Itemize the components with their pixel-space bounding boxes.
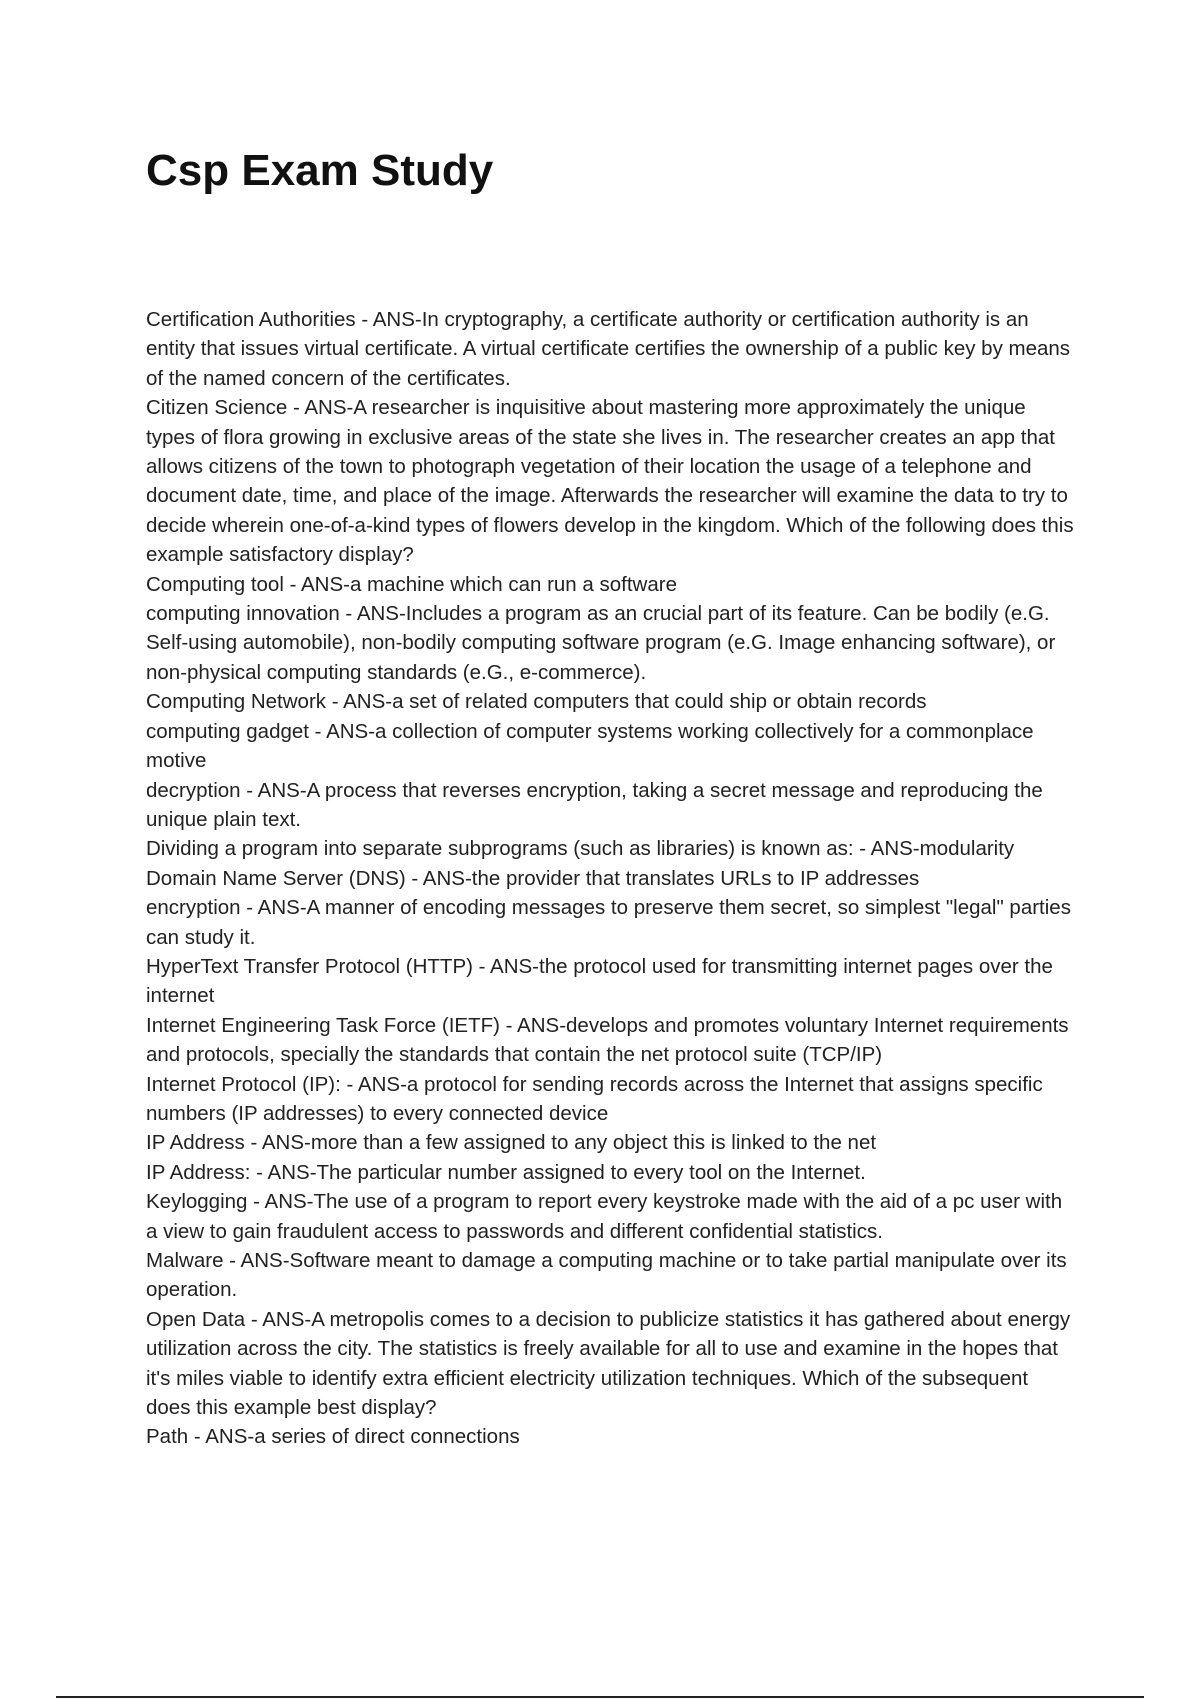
footer-divider: [56, 1696, 1144, 1698]
study-entries: [146, 305, 1076, 1452]
entry-computing-tool: Computing tool - ANS-a machine which can run a software: [146, 572, 677, 596]
page-title: Csp Exam Study: [146, 146, 494, 195]
entry-http: HyperText Transfer Protocol (HTTP) - ANS-the protocol used for transmitting internet pages over the internet: [146, 954, 1053, 1008]
entry-dns: Domain Name Server (DNS) - ANS-the provider that translates URLs to IP addresses: [146, 866, 920, 890]
entry-decryption: decryption - ANS-A process that reverses encryption, taking a secret message and reproducing the unique plain text.: [146, 778, 1043, 831]
entry-keylogging: Keylogging - ANS-The use of a program to report every keystroke made with the aid of a pc user with a view to gain fraudulent access to passwords and different confidential statistics.: [146, 1190, 1063, 1243]
entry-computing-gadget: computing gadget - ANS-a collection of computer systems working collectively for a commonplace motive: [146, 719, 1034, 773]
entry-computing-innovation: computing innovation - ANS-Includes a program as an crucial part of its feature. Can be bodily (e.G. Self-using automobile), non-bodily computing software program (e.G. Image enhancing software), or non-physical computing standards (e.G., e-commerce).: [146, 602, 1056, 684]
entry-malware: Malware - ANS-Software meant to damage a computing machine or to take partial manipulate over its operation.: [146, 1249, 1067, 1302]
entry-modularity: Dividing a program into separate subprograms (such as libraries) is known as: - ANS-modularity: [146, 837, 1015, 861]
entry-encryption: encryption - ANS-A manner of encoding messages to preserve them secret, so simplest "legal" parties can study it.: [146, 896, 1071, 949]
entry-open-data: Open Data - ANS-A metropolis comes to a decision to publicize statistics it has gathered about energy utilization across the city. The statistics is freely available for all to use and examine in the hopes that it's miles viable to identify extra efficient electricity utilization techniques. Which of the subsequent does this example best display?: [146, 1307, 1071, 1420]
entry-computing-network: Computing Network - ANS-a set of related computers that could ship or obtain records: [146, 690, 927, 714]
entry-certification-authorities: Certification Authorities - ANS-In cryptography, a certificate authority or certification authority is an entity that issues virtual certificate. A virtual certificate certifies the ownership of a public key by means of the named concern of the certificates.: [146, 308, 1071, 390]
entry-internet-protocol: Internet Protocol (IP): - ANS-a protocol for sending records across the Internet that assigns specific numbers (IP addresses) to every connected device: [146, 1072, 1043, 1125]
entry-citizen-science: Citizen Science - ANS-A researcher is inquisitive about mastering more approximately the unique types of flora growing in exclusive areas of the state she lives in. The researcher creates an app that allows citizens of the town to photograph vegetation of their location the usage of a telephone and document date, time, and place of the image. Afterwards the researcher will examine the data to try to decide wherein one-of-a-kind types of flowers develop in the kingdom. Which of the following does this example satisfactory display?: [146, 396, 1074, 567]
entry-path: Path - ANS-a series of direct connections: [146, 1425, 520, 1449]
entry-ip-address: IP Address - ANS-more than a few assigned to any object this is linked to the net: [146, 1131, 877, 1155]
entry-ietf: Internet Engineering Task Force (IETF) - ANS-develops and promotes voluntary Internet requirements and protocols, specially the standards that contain the net protocol suite (TCP/IP): [146, 1013, 1069, 1067]
entry-ip-address-colon: IP Address: - ANS-The particular number assigned to every tool on the Internet.: [146, 1160, 866, 1184]
